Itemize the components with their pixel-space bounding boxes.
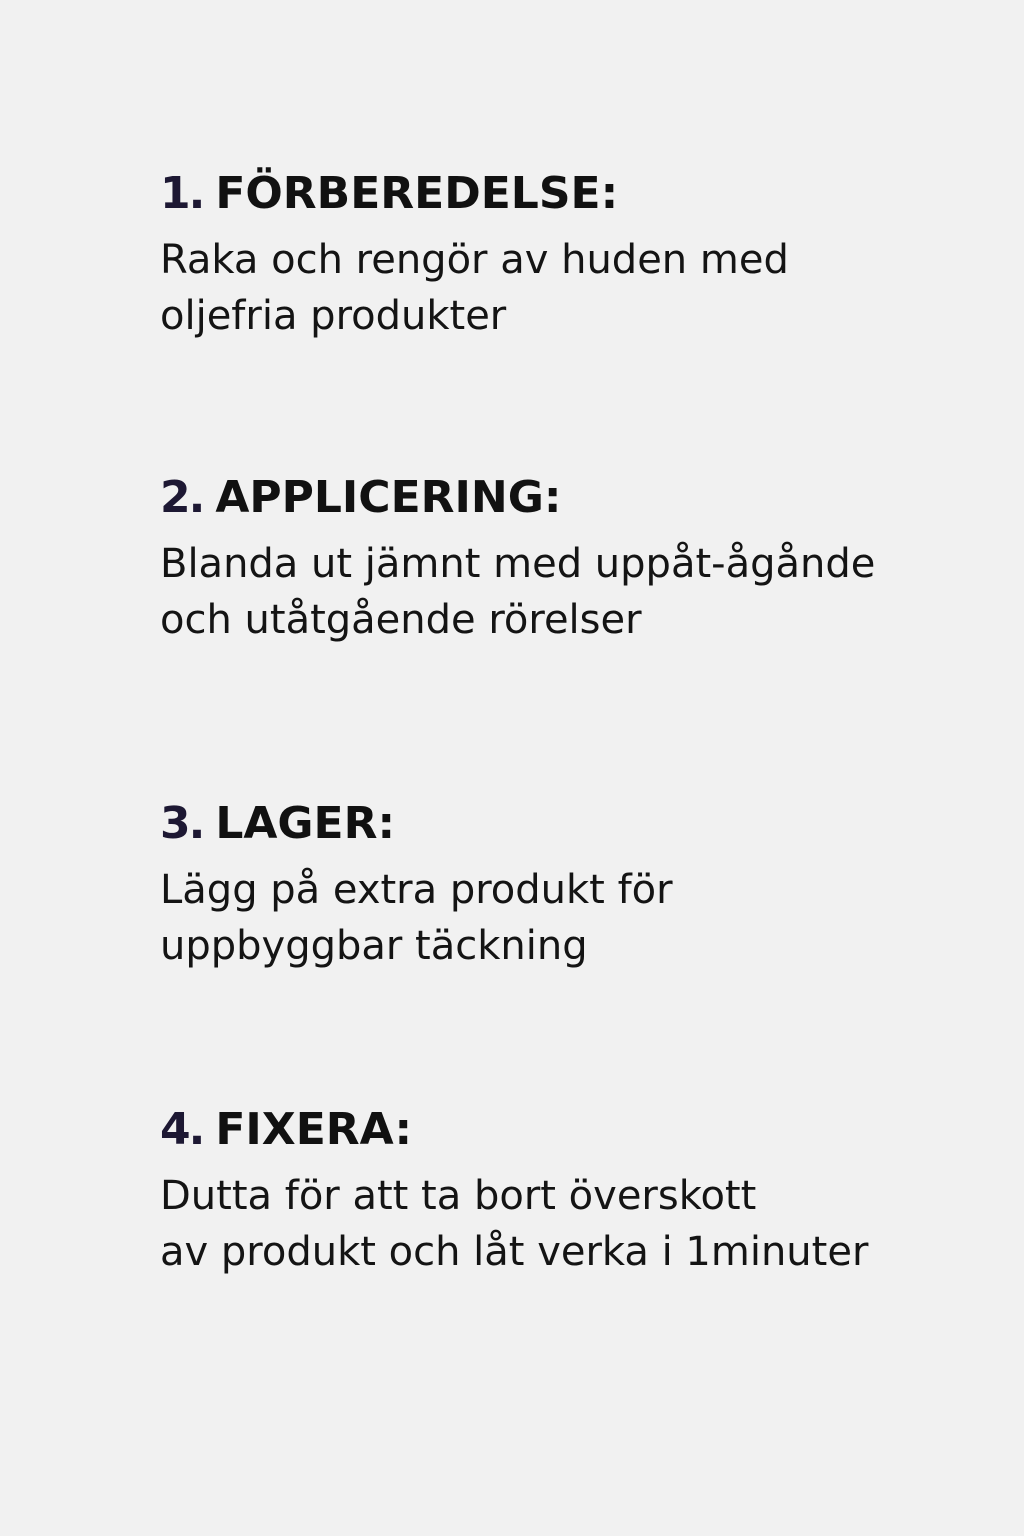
step-number: 3.: [160, 798, 204, 849]
step-description: [160, 232, 1010, 344]
step-description-line: uppbyggbar täckning: [160, 923, 588, 969]
step-description-line: av produkt och låt verka i 1minuter: [160, 1229, 869, 1275]
step-fixate: [160, 1104, 1010, 1280]
step-description: [160, 862, 1010, 974]
step-heading: [160, 168, 1010, 224]
step-title: FÖRBEREDELSE:: [215, 168, 619, 219]
step-heading: [160, 472, 1010, 528]
step-layer: [160, 798, 1010, 974]
step-description-line: Raka och rengör av huden med: [160, 237, 789, 283]
step-preparation: [160, 168, 1010, 344]
step-number: 4.: [160, 1104, 204, 1155]
step-description-line: Lägg på extra produkt för: [160, 867, 673, 913]
step-description-line: Blanda ut jämnt med uppåt-ågånde: [160, 541, 876, 587]
step-description-line: Dutta för att ta bort överskott: [160, 1173, 757, 1219]
step-title: APPLICERING:: [215, 472, 562, 523]
step-heading: [160, 1104, 1010, 1160]
step-title: LAGER:: [215, 798, 396, 849]
step-title: FIXERA:: [215, 1104, 413, 1155]
step-description-line: och utåtgående rörelser: [160, 597, 642, 643]
step-description: [160, 1168, 1010, 1280]
step-heading: [160, 798, 1010, 854]
step-application: [160, 472, 1010, 648]
step-description: [160, 536, 1010, 648]
step-number: 1.: [160, 168, 204, 219]
step-number: 2.: [160, 472, 204, 523]
step-description-line: oljefria produkter: [160, 293, 507, 339]
